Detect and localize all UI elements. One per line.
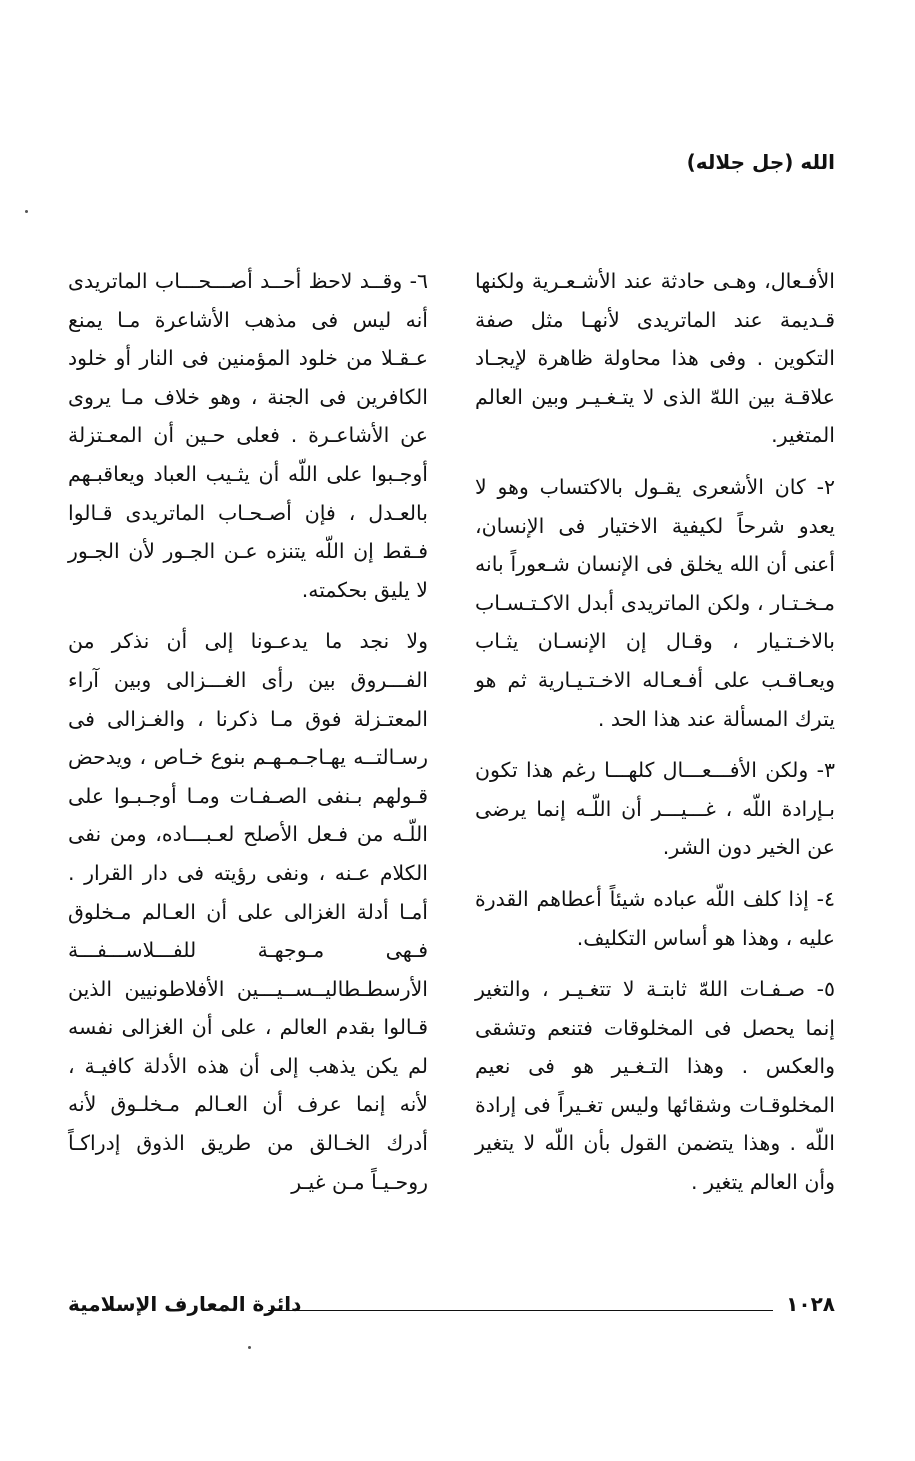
paragraph: الأفـعال، وهـى حادثة عند الأشـعـرية ولكنها قـديمة عند الماتريدى لأنهـا مثل صفة التكوين . وفى هذا محاولة ظاهرة لإيجـاد علاقـة بين اللهّ الذى لا يتـغـيـر وبين العالم المتغير. (475, 269, 835, 448)
paragraph: ٤- إذا كلف اللّه عباده شيئاً أعطاهم القدرة عليه ، وهذا هو أساس التكليف. (475, 886, 835, 950)
scan-speck (248, 1346, 251, 1349)
paragraph: ٢- كان الأشعرى يقـول بالاكتساب وهو لا يعدو شرحاً لكيفية الاختيار فى الإنسان، أعنى أن الله يخلق فى الإنسان شـعوراً بانه مـخـتـار ، ولكن الماتريدى أبدل الاكـتـسـاب بالاخـتـيار ، وقـال إن الإنسـان يثـاب ويعـاقـب على أفـعـاله الاخـتـيـارية ثم هو يترك المسألة عند هذا الحد . (475, 474, 835, 731)
right-column (475, 262, 835, 1215)
footer-rule (268, 1310, 773, 1311)
paragraph: ولا نجد ما يدعـونا إلى أن نذكر من الفـــروق بين رأى الغـــزالى وبين آراء المعتـزلة فوق مـا ذكرنا ، والغـزالى فى رسـالتــه يهـاجـمـهـم بنوع خـاص ، ويدحض قـولهم بـنفى الصـفـات ومـا أوجـبـوا على اللّـه من فـعل الأصلح لعـبـــاده، ومن نفى الكلام عـنه ، ونفى رؤيته فى دار القرار . أمـا أدلة الغزالى على أن العـالم مـخلوق فـهى مـوجهـة للفـــلاســـفـــة الأرسطـطاليــســيـــين الأفلاطونيين الذين قـالوا بقدم العالم ، على أن الغزالى نفسه لم يكن يذهب إلى أن هذه الأدلة كافيـة ، لأنه إنما عرف أن العـالم مـخلـوق لأنه أدرك الخـالق من طريق الذوق إدراكـاً روحـيـاً مـن غيـر (68, 629, 428, 1194)
journal-title: دائرة المعارف الإسلامية (68, 1292, 302, 1316)
left-column (68, 262, 428, 1214)
paragraph: ٣- ولكن الأفـــعـــال كلهـــا رغم هذا تكون بـإرادة اللّه ، غـــيـــر أن اللّـه إنما يرضى عن الخير دون الشر. (475, 758, 835, 860)
paragraph: ٦- وقــد لاحظ أحــد أصـــحـــاب الماتريدى أنه ليس فى مذهب الأشاعرة مـا يمنع عـقـلا من خلود المؤمنين فى النار أو خلود الكافرين فى الجنة ، وهو خلاف مـا يروى عن الأشاعـرة . فعلى حـين أن المعـتزلة أوجـبوا على اللّه أن يثـيب العباد ويعاقبـهم بالعـدل ، فإن أصـحـاب الماتريدى قـالوا فـقط إن اللّه يتنزه عـن الجـور لأن الجـور لا يليق بحكمته. (68, 269, 428, 602)
paragraph: ٥- صـفـات اللهّ ثابتـة لا تتغـيـر ، والتغير إنما يحصل فى المخلوقات فتنعم وتشقى والعكس . وهذا التـغـير هو فى نعيم المخلوقـات وشقائها وليس تغـيراً فى إرادة اللّه . وهذا يتضمن القول بأن اللّه لا يتغير وأن العالم يتغير . (475, 977, 835, 1195)
scan-speck (25, 210, 28, 213)
running-header: الله (جل جلاله) (686, 150, 835, 174)
page-number: ١٠٢٨ (786, 1292, 835, 1316)
page-footer (68, 1292, 835, 1326)
